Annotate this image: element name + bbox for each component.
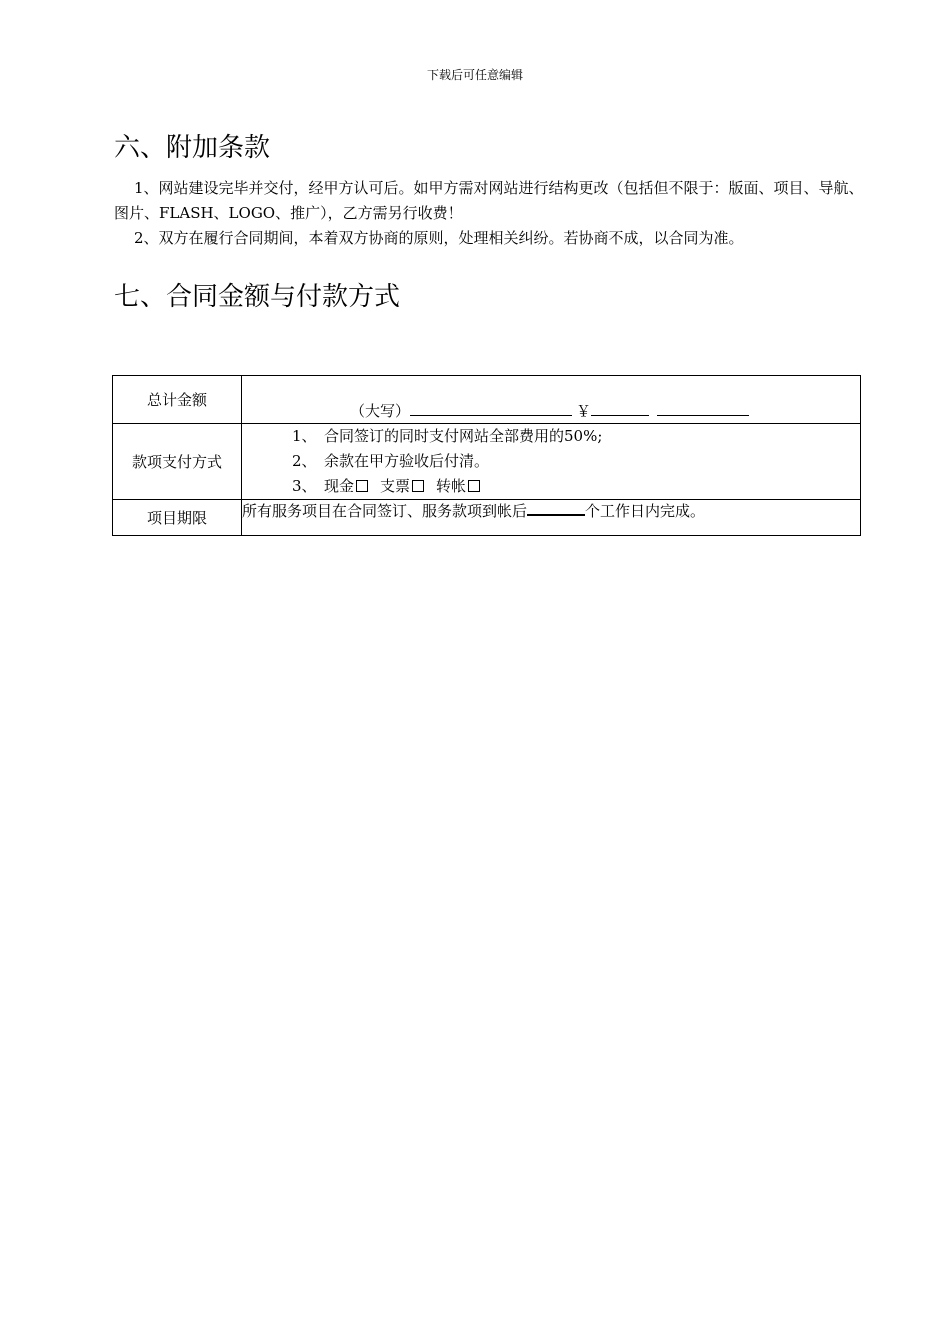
extra-amount-blank[interactable]: [657, 401, 749, 416]
clause-2: 2、双方在履行合同期间，本着双方协商的原则，处理相关纠纷。若协商不成，以合同为准。: [134, 229, 744, 247]
table-row-deadline: [113, 500, 861, 536]
table-row-total: [113, 376, 861, 424]
option-cash[interactable]: 现金: [324, 477, 368, 495]
project-deadline-label: 项目期限: [113, 500, 242, 536]
yen-amount-blank[interactable]: [591, 401, 649, 416]
checkbox-cash[interactable]: [356, 480, 368, 492]
payment-method-label: 款项支付方式: [113, 424, 242, 500]
total-amount-label: 总计金额: [113, 376, 242, 424]
contract-amount-table: [112, 375, 861, 536]
table-row-payment: [113, 424, 861, 500]
payment-item-1: 1、 合同签订的同时支付网站全部费用的50%;: [292, 427, 603, 445]
project-deadline-cell: 所有服务项目在合同签订、服务款项到帐后 个工作日内完成。: [242, 500, 861, 536]
checkbox-check[interactable]: [412, 480, 424, 492]
section-title-additional-terms: 六、附加条款: [114, 133, 271, 163]
payment-item-3: 3、 现金 支票 转帐: [292, 474, 860, 499]
capital-amount-blank[interactable]: [410, 401, 572, 416]
capital-prefix: （大写）: [350, 401, 411, 420]
payment-list: [242, 424, 860, 499]
additional-terms-clauses: [114, 176, 864, 251]
option-transfer[interactable]: 转帐: [436, 477, 480, 495]
header-note: 下载后可任意编辑: [426, 68, 523, 82]
payment-method-cell: [242, 424, 861, 500]
checkbox-transfer[interactable]: [468, 480, 480, 492]
option-check[interactable]: 支票: [380, 477, 424, 495]
yen-symbol: ￥: [576, 401, 592, 420]
workdays-blank[interactable]: [527, 500, 585, 516]
total-amount-cell: [242, 376, 861, 424]
payment-item-2: 2、 余款在甲方验收后付清。: [292, 452, 490, 470]
section-title-contract-amount: 七、合同金额与付款方式: [114, 282, 401, 312]
clause-1: 1、网站建设完毕并交付，经甲方认可后。如甲方需对网站进行结构更改（包括但不限于：版面、项目、导航、图片、FLASH、LOGO、推广），乙方需另行收费！: [114, 179, 864, 222]
